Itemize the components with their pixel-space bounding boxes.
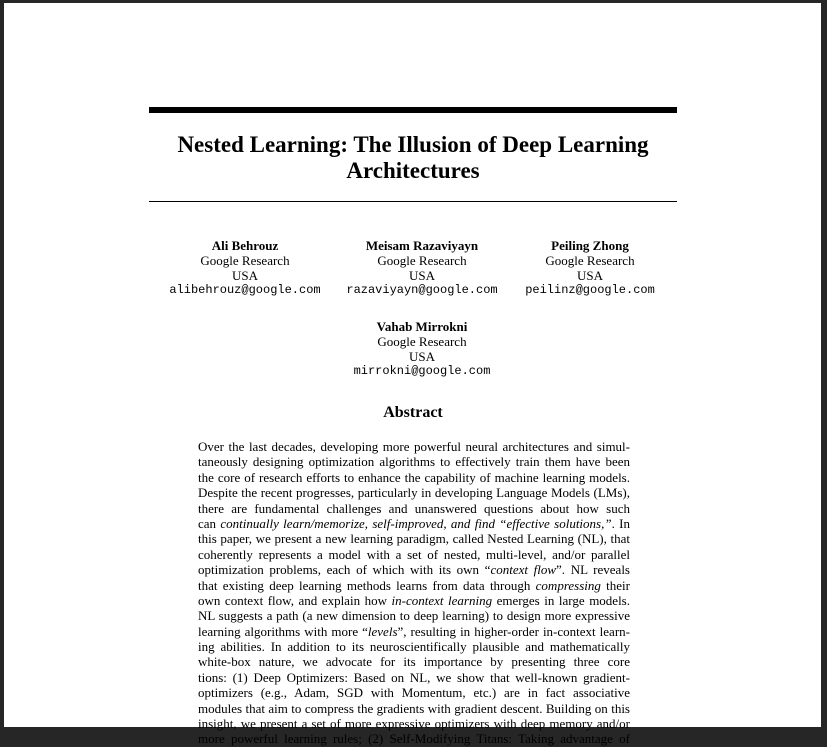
abstract-line [198, 578, 630, 593]
abstract-text: Despite the recent progresses, particularly in developing Language Models (LMs), [198, 485, 630, 501]
abstract-text: ”. NL reveals [556, 562, 630, 578]
abstract-text: modules that aim to compress the gradients with gradient descent. Building on this [198, 700, 630, 716]
abstract-text: tions: (1) Deep Optimizers: Based on NL, we show that well-known gradient- [198, 669, 630, 685]
abstract-text: optimization problems, each of which with its own “ [198, 562, 491, 578]
author-name: Vahab Mirrokni [376, 319, 468, 334]
abstract-text: emerges in large models. [492, 592, 630, 608]
author-name: Ali Behrouz [211, 238, 279, 253]
author-email[interactable]: peilinz@google.com [525, 283, 655, 297]
abstract-text: this paper, we present a new learning paradigm, called Nested Learning (NL), that [198, 531, 630, 547]
abstract-line [198, 501, 630, 516]
abstract-text: . In [611, 515, 630, 531]
abstract-text: more powerful learning rules; (2) Self-Modifying Titans: Taking advantage of [198, 731, 630, 747]
abstract-text: that existing deep learning methods learns from data through [198, 577, 536, 593]
abstract-line [198, 701, 630, 716]
abstract-line [198, 531, 630, 546]
abstract-line [198, 516, 630, 531]
abstract-line [198, 608, 630, 623]
author-country: USA [231, 268, 258, 283]
abstract-line [198, 639, 630, 654]
abstract-line [198, 454, 630, 469]
abstract-text: ”, resulting in higher-order in-context learn- [397, 623, 630, 639]
abstract-text: the core of research efforts to enhance the capability of machine learning models. [198, 469, 630, 485]
pdf-page [4, 3, 821, 747]
abstract-heading: Abstract [383, 404, 443, 421]
author-affiliation: Google Research [377, 334, 467, 349]
abstract-line [198, 593, 630, 608]
author-affiliation: Google Research [377, 253, 467, 268]
abstract-text: ing abilities. In addition to its neuroscientifically plausible and mathematically [198, 639, 630, 655]
title-line: Architectures [346, 158, 480, 183]
abstract-line [198, 654, 630, 669]
abstract-line [198, 670, 630, 685]
abstract-line [198, 562, 630, 577]
abstract-line [198, 731, 630, 746]
abstract-text: insight, we present a set of more expressive optimizers with deep memory and/or [198, 716, 630, 732]
abstract-line [198, 470, 630, 485]
abstract-emphasis: context flow [490, 562, 557, 578]
author-country: USA [576, 268, 603, 283]
author-affiliation: Google Research [200, 253, 290, 268]
abstract-text: Over the last decades, developing more powerful neural architectures and simul- [198, 439, 630, 454]
abstract-emphasis: compressing [535, 577, 601, 593]
abstract-text: optimizers (e.g., Adam, SGD with Momentum, etc.) are in fact associative [198, 685, 630, 701]
abstract-text: can [198, 515, 221, 531]
abstract-text: their [600, 577, 630, 593]
author-country: USA [408, 349, 435, 364]
abstract-text: taneously designing optimization algorithms to effectively train them have been [198, 454, 630, 470]
abstract-body [198, 439, 630, 747]
author-name: Meisam Razaviyayn [365, 238, 479, 253]
abstract-line [198, 485, 630, 500]
title-top-rule [149, 107, 677, 113]
abstract-line [198, 685, 630, 700]
abstract-text: NL suggests a path (a new dimension to deep learning) to design more expressive [198, 608, 630, 624]
title-line: Nested Learning: The Illusion of Deep Learning [177, 132, 649, 157]
abstract-line [198, 624, 630, 639]
author-email[interactable]: mirrokni@google.com [353, 364, 491, 378]
author-block [490, 238, 690, 298]
abstract-line [198, 716, 630, 731]
abstract-text: own context flow, and explain how [198, 592, 392, 608]
author-email[interactable]: alibehrouz@google.com [169, 283, 321, 297]
abstract-emphasis: in-context learning [391, 592, 493, 608]
abstract-emphasis: continually learn/memorize, self-improved, and find “effective solutions,” [220, 515, 612, 531]
title-bottom-rule [149, 201, 677, 202]
abstract-text: white-box nature, we advocate for its importance by presenting three core [198, 654, 630, 670]
author-name: Peiling Zhong [551, 238, 629, 253]
abstract-text: coherently represents a model with a set of nested, multi-level, and/or parallel [198, 546, 630, 562]
abstract-text: there are fundamental challenges and unanswered questions about how such [198, 500, 630, 516]
author-affiliation: Google Research [545, 253, 635, 268]
abstract-emphasis: levels [367, 623, 398, 639]
author-email[interactable]: razaviyayn@google.com [346, 283, 498, 297]
abstract-text: learning algorithms with more “ [198, 623, 368, 639]
author-block [322, 319, 522, 379]
author-country: USA [408, 268, 435, 283]
abstract-line [198, 439, 630, 454]
paper-title [149, 132, 677, 184]
author-block [145, 238, 345, 298]
abstract-line [198, 547, 630, 562]
